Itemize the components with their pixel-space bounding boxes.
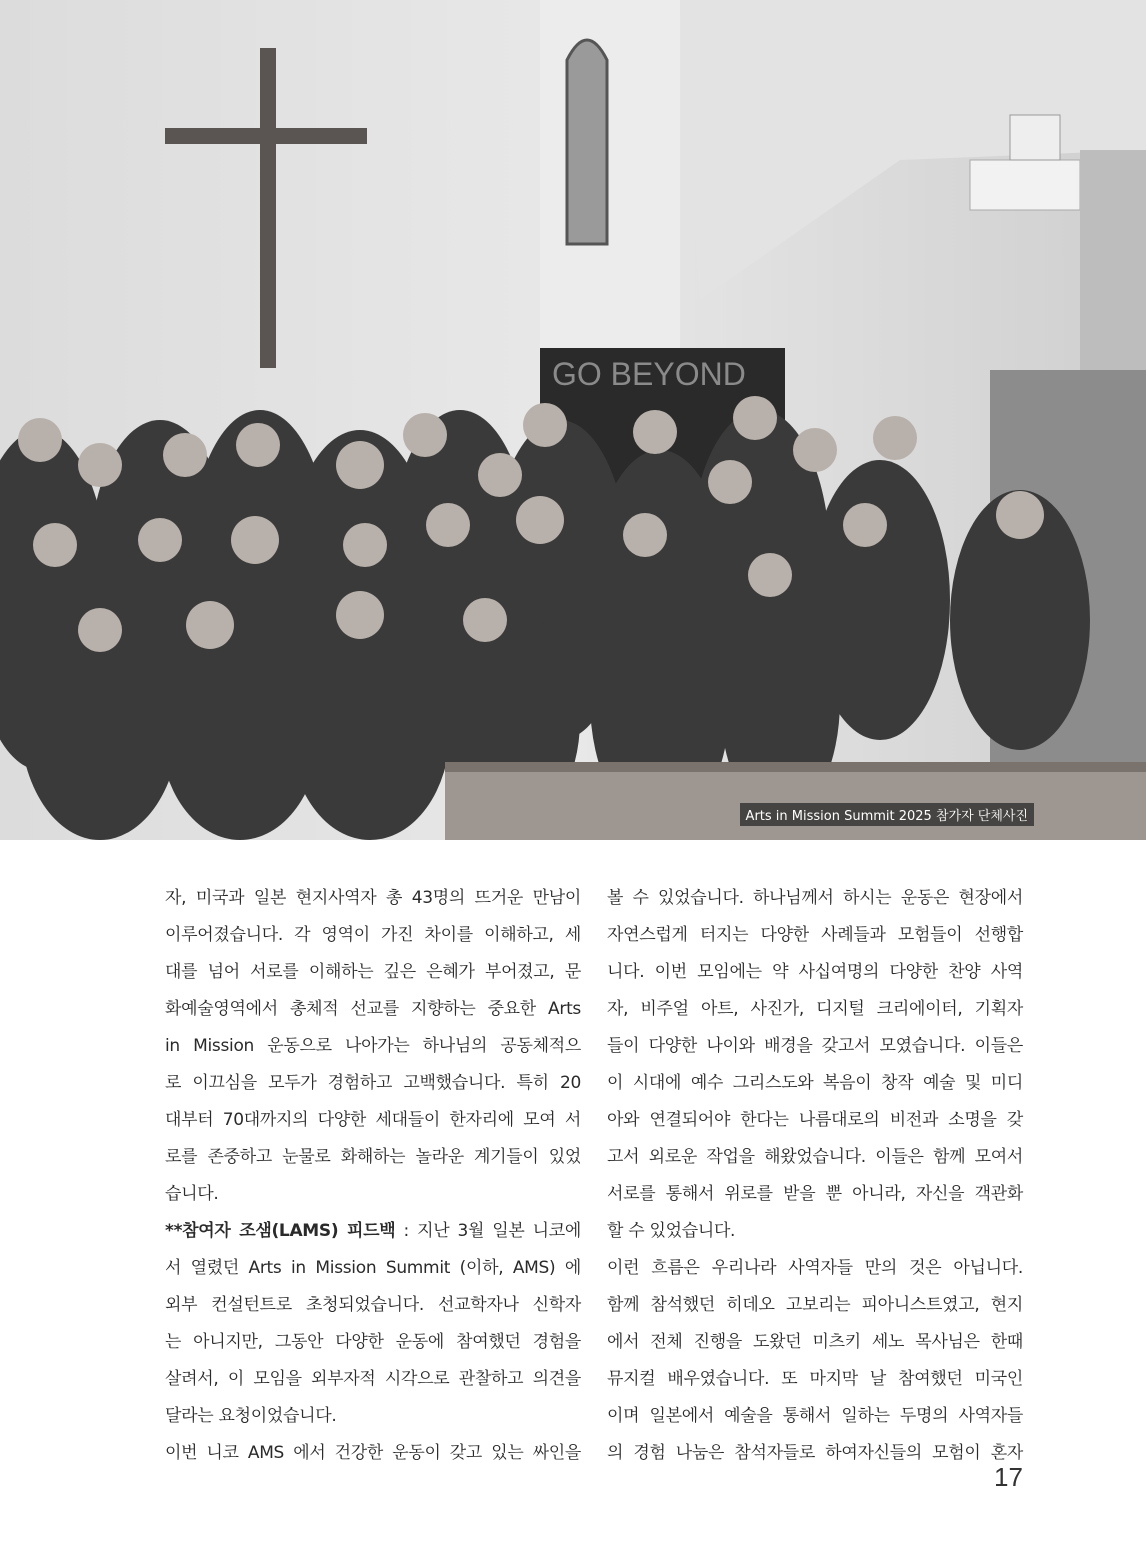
text-line: 로를 존중하고 눈물로 화해하는 놀라운 계기들이 있었 — [165, 1147, 581, 1167]
feedback-first-line — [165, 1213, 581, 1250]
text-line: 서 열렸던 Arts in Mission Summit (이하, AMS) 에 — [165, 1258, 581, 1278]
text-line: 이 시대에 예수 그리스도와 복음이 창작 예술 및 미디 — [607, 1073, 1023, 1093]
page-number: 17 — [994, 1462, 1023, 1492]
text-line: 자, 비주얼 아트, 사진가, 디지털 크리에이터, 기획자 — [607, 999, 1023, 1019]
text-line: 서로를 통해서 위로를 받을 뿐 아니라, 자신을 객관화 — [607, 1184, 1023, 1204]
feedback-first-line-rest: : 지난 3월 일본 니코에 — [395, 1221, 581, 1241]
text-line: 이런 흐름은 우리나라 사역자들 만의 것은 아닙니다. — [607, 1258, 1023, 1278]
feedback-heading: **참여자 조샘(LAMS) 피드백 — [165, 1221, 396, 1241]
text-line: in Mission 운동으로 나아가는 하나님의 공동체적으 — [165, 1036, 581, 1056]
text-line: 이번 니코 AMS 에서 건강한 운동이 갖고 있는 싸인을 — [165, 1443, 581, 1463]
arched-window — [567, 40, 607, 244]
text-line: 는 아니지만, 그동안 다양한 운동에 참여했던 경험을 — [165, 1332, 581, 1352]
text-line: 고서 외로운 작업을 해왔었습니다. 이들은 함께 모여서 — [607, 1147, 1023, 1167]
text-line: 함께 참석했던 히데오 고보리는 피아니스트였고, 현지 — [607, 1295, 1023, 1315]
text-line: 외부 컨설턴트로 초청되었습니다. 선교학자나 신학자 — [165, 1295, 581, 1315]
text-line: 뮤지컬 배우였습니다. 또 마지막 날 참여했던 미국인 — [607, 1369, 1023, 1389]
photo-caption: Arts in Mission Summit 2025 참가자 단체사진 — [740, 803, 1034, 826]
text-line: 볼 수 있었습니다. 하나님께서 하시는 운동은 현장에서 — [607, 888, 1023, 908]
text-line: 습니다. — [165, 1184, 219, 1204]
text-line: 니다. 이번 모임에는 약 사십여명의 다양한 찬양 사역 — [607, 962, 1023, 982]
text-line: 자연스럽게 터지는 다양한 사례들과 모험들이 선행합 — [607, 925, 1023, 945]
text-line: 자, 미국과 일본 현지사역자 총 43명의 뜨거운 만남이 — [165, 888, 581, 908]
text-line: 의 경험 나눔은 참석자들로 하여자신들의 모험이 혼자 — [607, 1443, 1023, 1463]
text-line: 대를 넘어 서로를 이해하는 깊은 은혜가 부어졌고, 문 — [165, 962, 581, 982]
text-line: 살려서, 이 모임을 외부자적 시각으로 관찰하고 의견을 — [165, 1369, 581, 1389]
right-column — [607, 880, 1023, 1472]
text-line: 이며 일본에서 예술을 통해서 일하는 두명의 사역자들 — [607, 1406, 1023, 1426]
text-line: 화예술영역에서 총체적 선교를 지향하는 중요한 Arts — [165, 999, 581, 1019]
text-line: 아와 연결되어야 한다는 나름대로의 비전과 소명을 갖 — [607, 1110, 1023, 1130]
text-line: 들이 다양한 나이와 배경을 갖고서 모였습니다. 이들은 — [607, 1036, 1023, 1056]
text-line: 에서 전체 진행을 도왔던 미츠키 세노 목사님은 한때 — [607, 1332, 1023, 1352]
banner-text: GO BEYOND — [552, 356, 746, 392]
text-line: 로 이끄심을 모두가 경험하고 고백했습니다. 특히 20 — [165, 1073, 581, 1093]
text-line: 할 수 있었습니다. — [607, 1221, 736, 1241]
text-line: 이루어졌습니다. 각 영역이 가진 차이를 이해하고, 세 — [165, 925, 581, 945]
text-line: 대부터 70대까지의 다양한 세대들이 한자리에 모여 서 — [165, 1110, 581, 1130]
text-line: 달라는 요청이었습니다. — [165, 1406, 337, 1426]
left-column — [165, 880, 581, 1472]
